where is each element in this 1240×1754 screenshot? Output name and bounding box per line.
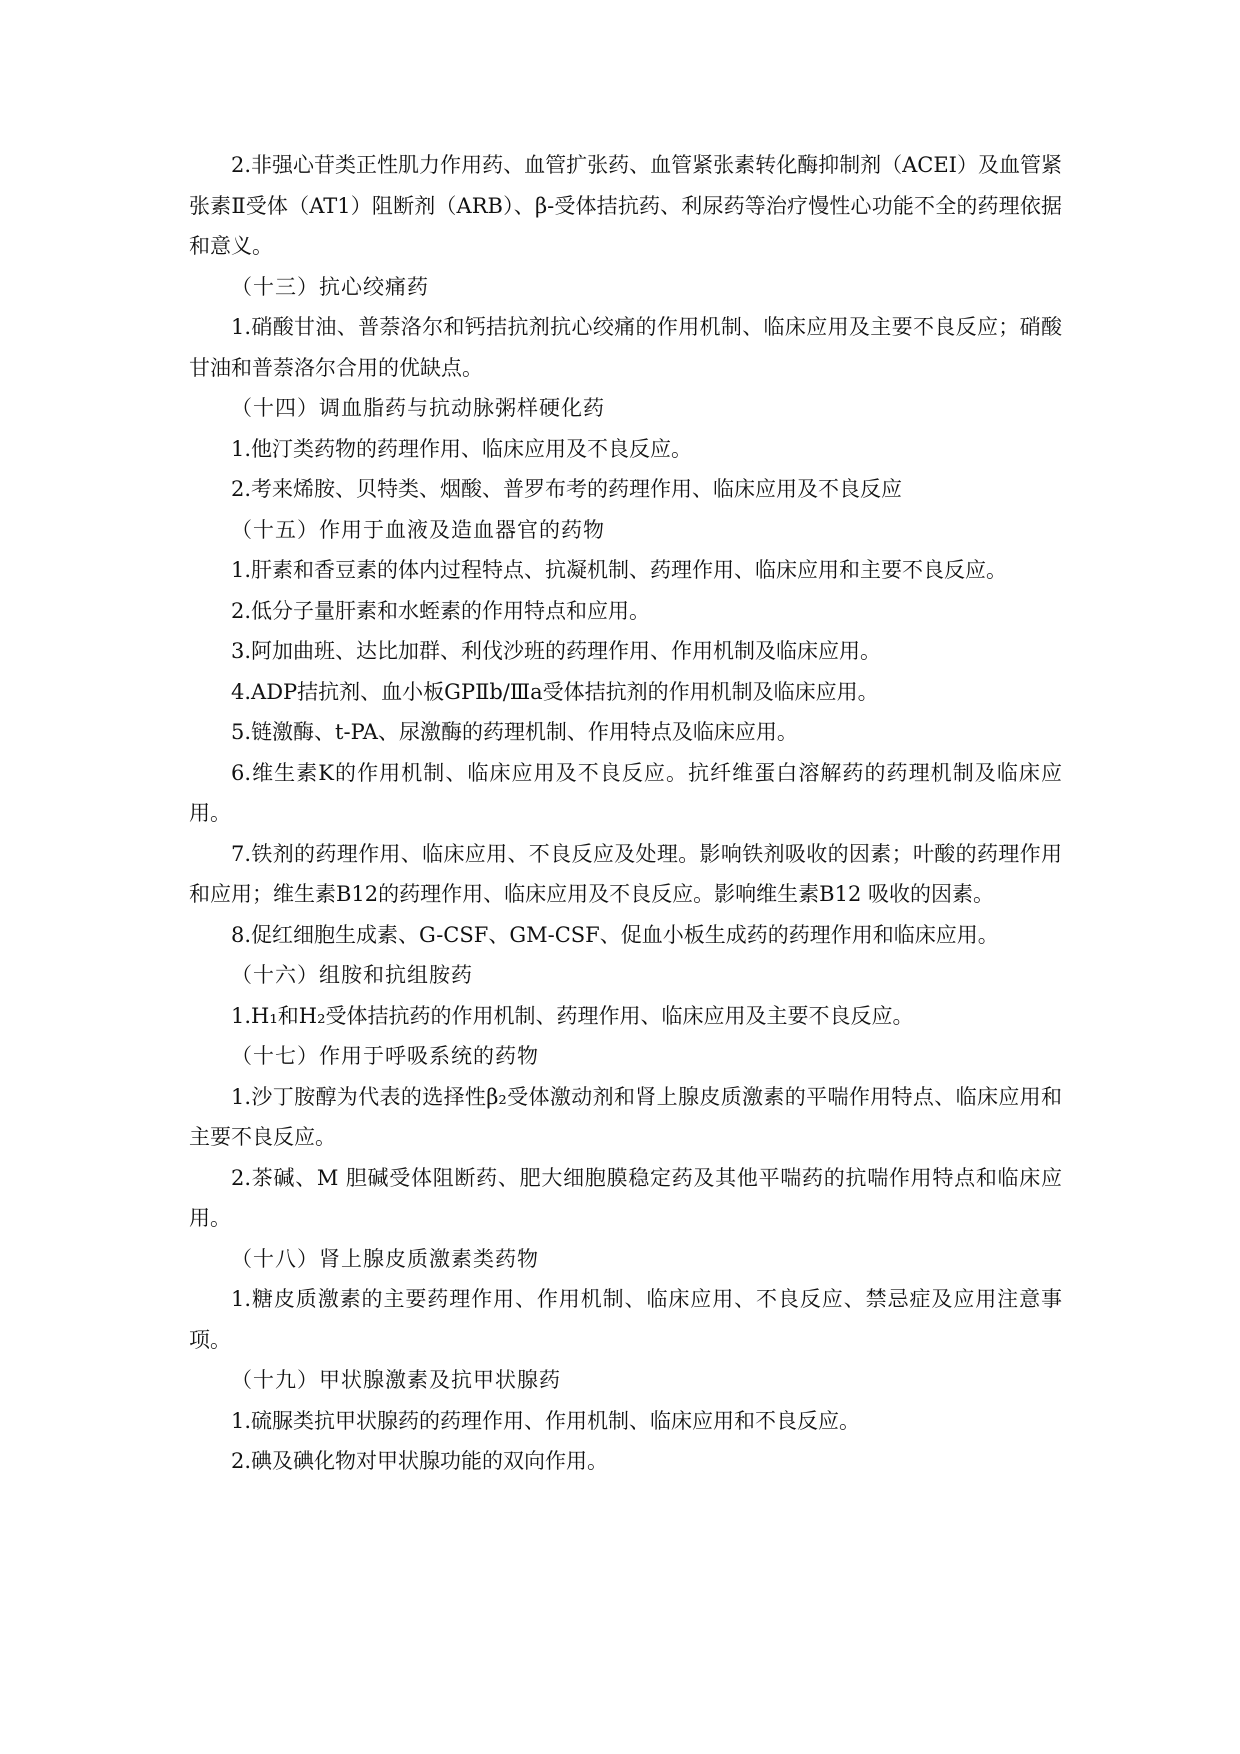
paragraph-statins: 1.他汀类药物的药理作用、临床应用及不良反应。 — [231, 436, 693, 461]
section-heading-17: （十七）作用于呼吸系统的药物 — [231, 1044, 539, 1068]
paragraph-argatroban: 3.阿加曲班、达比加群、利伐沙班的药理作用、作用机制及临床应用。 — [231, 639, 882, 663]
paragraph-theophylline: 2.茶碱、M 胆碱受体阻断药、肥大细胞膜稳定药及其他平喘药的抗喘作用特点和临床应用。 — [189, 1165, 1062, 1230]
paragraph-iron-folate-b12: 7.铁剂的药理作用、临床应用、不良反应及处理。影响铁剂吸收的因素；叶酸的药理作用和应用；维生素B12的药理作用、临床应用及不良反应。影响维生素B12 吸收的因素。 — [189, 841, 1062, 906]
section-heading-16: （十六）组胺和抗组胺药 — [231, 963, 473, 987]
section-heading-18: （十八）肾上腺皮质激素类药物 — [231, 1246, 539, 1271]
paragraph-thiourea: 1.硫脲类抗甲状腺药的药理作用、作用机制、临床应用和不良反应。 — [231, 1408, 861, 1433]
paragraph-salbutamol: 1.沙丁胺醇为代表的选择性β₂受体激动剂和肾上腺皮质激素的平喘作用特点、临床应用和主要不良反应。 — [189, 1084, 1062, 1149]
document-body — [189, 145, 1062, 1482]
paragraph-antihistamines: 1.H₁和H₂受体拮抗药的作用机制、药理作用、临床应用及主要不良反应。 — [231, 1003, 914, 1028]
section-heading-19: （十九）甲状腺激素及抗甲状腺药 — [231, 1368, 561, 1392]
section-heading-13: （十三）抗心绞痛药 — [231, 274, 429, 299]
paragraph-thrombolytics: 5.链激酶、t-PA、尿激酶的药理机制、作用特点及临床应用。 — [231, 720, 798, 744]
paragraph-iodine: 2.碘及碘化物对甲状腺功能的双向作用。 — [231, 1449, 609, 1473]
paragraph-glucocorticoids: 1.糖皮质激素的主要药理作用、作用机制、临床应用、不良反应、禁忌症及应用注意事项。 — [189, 1287, 1062, 1352]
paragraph-vitamin-k: 6.维生素K的作用机制、临床应用及不良反应。抗纤维蛋白溶解药的药理机制及临床应用。 — [189, 760, 1062, 825]
paragraph-lmwh-hirudin: 2.低分子量肝素和水蛭素的作用特点和应用。 — [231, 598, 651, 623]
section-heading-15: （十五）作用于血液及造血器官的药物 — [231, 517, 605, 542]
paragraph-other-lipid-drugs: 2.考来烯胺、贝特类、烟酸、普罗布考的药理作用、临床应用及不良反应 — [231, 477, 903, 501]
paragraph-antianginal-mechanism: 1.硝酸甘油、普萘洛尔和钙拮抗剂抗心绞痛的作用机制、临床应用及主要不良反应；硝酸甘油和普萘洛尔合用的优缺点。 — [189, 315, 1062, 380]
paragraph-adp-antagonists: 4.ADP拮抗剂、血小板GPⅡb/Ⅲa受体拮抗剂的作用机制及临床应用。 — [231, 679, 879, 704]
paragraph-growth-factors: 8.促红细胞生成素、G-CSF、GM-CSF、促血小板生成药的药理作用和临床应用。 — [231, 922, 999, 947]
paragraph-heparin-coumarin: 1.肝素和香豆素的体内过程特点、抗凝机制、药理作用、临床应用和主要不良反应。 — [231, 558, 1008, 582]
section-heading-14: （十四）调血脂药与抗动脉粥样硬化药 — [231, 396, 605, 420]
paragraph-heart-failure-drugs: 2.非强心苷类正性肌力作用药、血管扩张药、血管紧张素转化酶抑制剂（ACEI）及血管紧张素Ⅱ受体（AT1）阻断剂（ARB）、β-受体拮抗药、利尿药等治疗慢性心功能不全的药理依据和意义。 — [189, 153, 1062, 258]
